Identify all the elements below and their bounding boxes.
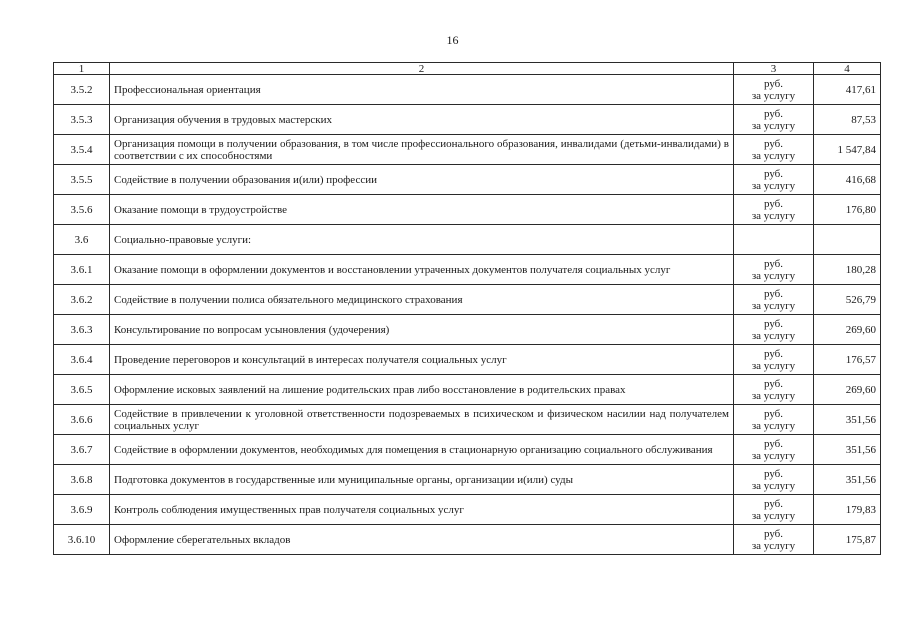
service-price: 176,80 xyxy=(814,195,881,225)
unit-currency: руб. xyxy=(763,137,784,150)
table-row xyxy=(54,375,881,405)
service-unit xyxy=(734,75,814,105)
table-row xyxy=(54,345,881,375)
service-name: Оказание помощи в оформлении документов и восстановлении утраченных документов получателя социальных услуг xyxy=(110,255,734,285)
unit-currency: руб. xyxy=(763,407,784,420)
service-price: 180,28 xyxy=(814,255,881,285)
service-unit xyxy=(734,345,814,375)
unit-currency: руб. xyxy=(763,317,784,330)
unit-per-service: за услугу xyxy=(751,149,796,162)
service-name: Профессиональная ориентация xyxy=(110,75,734,105)
service-price: 87,53 xyxy=(814,105,881,135)
service-code: 3.6.8 xyxy=(54,465,110,495)
table-row xyxy=(54,465,881,495)
unit-per-service: за услугу xyxy=(751,359,796,372)
tariff-table xyxy=(53,62,881,555)
service-unit xyxy=(734,105,814,135)
service-price: 351,56 xyxy=(814,435,881,465)
service-price xyxy=(814,225,881,255)
unit-currency: руб. xyxy=(763,467,784,480)
service-code: 3.6.3 xyxy=(54,315,110,345)
table-header-row xyxy=(54,63,881,75)
unit-per-service: за услугу xyxy=(751,539,796,552)
service-name: Организация обучения в трудовых мастерских xyxy=(110,105,734,135)
unit-currency: руб. xyxy=(763,77,784,90)
unit-currency: руб. xyxy=(763,377,784,390)
table-row xyxy=(54,135,881,165)
table-section-row xyxy=(54,225,881,255)
service-code: 3.6.5 xyxy=(54,375,110,405)
table-row xyxy=(54,315,881,345)
service-price: 417,61 xyxy=(814,75,881,105)
service-code: 3.6 xyxy=(54,225,110,255)
unit-per-service: за услугу xyxy=(751,509,796,522)
unit-currency: руб. xyxy=(763,167,784,180)
service-price: 351,56 xyxy=(814,465,881,495)
unit-currency: руб. xyxy=(763,257,784,270)
service-price: 416,68 xyxy=(814,165,881,195)
service-price: 269,60 xyxy=(814,375,881,405)
service-name: Содействие в получении образования и(или) профессии xyxy=(110,165,734,195)
table-body xyxy=(54,75,881,555)
table-row xyxy=(54,435,881,465)
table-row xyxy=(54,75,881,105)
service-code: 3.6.2 xyxy=(54,285,110,315)
unit-per-service: за услугу xyxy=(751,119,796,132)
service-unit xyxy=(734,495,814,525)
unit-per-service: за услугу xyxy=(751,479,796,492)
service-unit xyxy=(734,465,814,495)
unit-per-service: за услугу xyxy=(751,329,796,342)
service-unit xyxy=(734,435,814,465)
service-unit xyxy=(734,255,814,285)
table-row xyxy=(54,165,881,195)
unit-per-service: за услугу xyxy=(751,179,796,192)
page-number: 16 xyxy=(446,33,459,47)
service-code: 3.5.5 xyxy=(54,165,110,195)
service-name: Проведение переговоров и консультаций в интересах получателя социальных услуг xyxy=(110,345,734,375)
table-row xyxy=(54,105,881,135)
service-unit xyxy=(734,285,814,315)
service-code: 3.6.6 xyxy=(54,405,110,435)
service-name: Оформление сберегательных вкладов xyxy=(110,525,734,555)
service-code: 3.5.2 xyxy=(54,75,110,105)
service-code: 3.6.4 xyxy=(54,345,110,375)
service-unit xyxy=(734,405,814,435)
unit-currency: руб. xyxy=(763,287,784,300)
column-header-number: 1 xyxy=(54,63,110,75)
table-row xyxy=(54,405,881,435)
service-price: 1 547,84 xyxy=(814,135,881,165)
service-name: Содействие в оформлении документов, необходимых для помещения в стационарную организацию социального обслуживания xyxy=(110,435,734,465)
column-header-name: 2 xyxy=(110,63,734,75)
section-title: Социально-правовые услуги: xyxy=(110,225,734,255)
service-name: Консультирование по вопросам усыновления (удочерения) xyxy=(110,315,734,345)
service-price: 269,60 xyxy=(814,315,881,345)
unit-per-service: за услугу xyxy=(751,89,796,102)
table-row xyxy=(54,525,881,555)
unit-currency: руб. xyxy=(763,197,784,210)
unit-per-service: за услугу xyxy=(751,389,796,402)
column-header-price: 4 xyxy=(814,63,881,75)
service-name: Подготовка документов в государственные или муниципальные органы, организации и(или) суды xyxy=(110,465,734,495)
unit-per-service: за услугу xyxy=(751,299,796,312)
unit-per-service: за услугу xyxy=(751,269,796,282)
service-unit xyxy=(734,135,814,165)
service-unit xyxy=(734,165,814,195)
service-code: 3.6.9 xyxy=(54,495,110,525)
service-code: 3.6.1 xyxy=(54,255,110,285)
table-row xyxy=(54,285,881,315)
table-row xyxy=(54,255,881,285)
service-name: Содействие в привлечении к уголовной ответственности подозреваемых в психическом и физическом насилии над получателем социальных услуг xyxy=(110,405,734,435)
service-price: 179,83 xyxy=(814,495,881,525)
service-name: Оказание помощи в трудоустройстве xyxy=(110,195,734,225)
service-name: Контроль соблюдения имущественных прав получателя социальных услуг xyxy=(110,495,734,525)
unit-per-service: за услугу xyxy=(751,419,796,432)
unit-currency: руб. xyxy=(763,497,784,510)
service-unit xyxy=(734,195,814,225)
service-code: 3.5.3 xyxy=(54,105,110,135)
service-name: Содействие в получении полиса обязательного медицинского страхования xyxy=(110,285,734,315)
service-code: 3.5.6 xyxy=(54,195,110,225)
service-name: Организация помощи в получении образования, в том числе профессионального образования, инвалидами (детьми-инвалидами) в соответствии с их способностями xyxy=(110,135,734,165)
service-price: 526,79 xyxy=(814,285,881,315)
service-unit xyxy=(734,525,814,555)
service-code: 3.6.10 xyxy=(54,525,110,555)
service-code: 3.5.4 xyxy=(54,135,110,165)
service-price: 351,56 xyxy=(814,405,881,435)
unit-currency: руб. xyxy=(763,437,784,450)
service-name: Оформление исковых заявлений на лишение родительских прав либо восстановление в родительских правах xyxy=(110,375,734,405)
service-price: 175,87 xyxy=(814,525,881,555)
column-header-unit: 3 xyxy=(734,63,814,75)
unit-currency: руб. xyxy=(763,107,784,120)
unit-currency: руб. xyxy=(763,527,784,540)
service-unit xyxy=(734,225,814,255)
service-code: 3.6.7 xyxy=(54,435,110,465)
unit-per-service: за услугу xyxy=(751,449,796,462)
service-unit xyxy=(734,315,814,345)
unit-currency: руб. xyxy=(763,347,784,360)
unit-per-service: за услугу xyxy=(751,209,796,222)
service-unit xyxy=(734,375,814,405)
service-price: 176,57 xyxy=(814,345,881,375)
table-row xyxy=(54,495,881,525)
table-row xyxy=(54,195,881,225)
